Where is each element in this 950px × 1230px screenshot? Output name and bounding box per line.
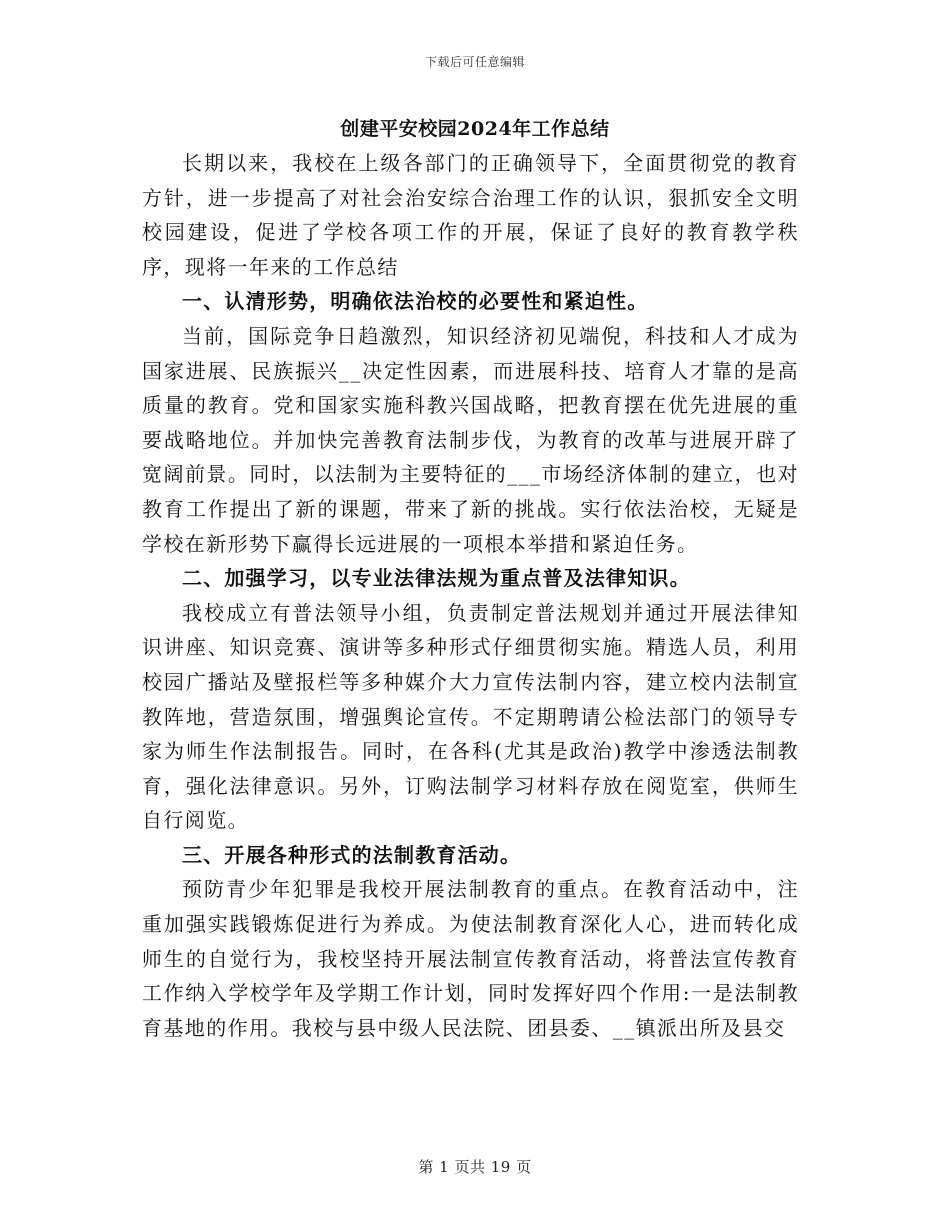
document-title: 创建平安校园2024年工作总结 bbox=[340, 118, 610, 140]
section-2-heading: 二、加强学习，以专业法律法规为重点普及法律知识。 bbox=[182, 566, 691, 591]
document-body bbox=[142, 146, 799, 1045]
section-1-heading: 一、认清形势，明确依法治校的必要性和紧迫性。 bbox=[182, 289, 649, 314]
header-note: 下载后可任意编辑 bbox=[424, 55, 525, 69]
section-2-paragraph: 我校成立有普法领导小组，负责制定普法规划并通过开展法律知识讲座、知识竞赛、演讲等多种形式仔细贯彻实施。精选人员，利用校园广播站及壁报栏等多种媒介大力宣传法制内容，建立校内法制宣教阵地，营造氛围，增强舆论宣传。不定期聘请公检法部门的领导专家为师生作法制报告。同时，在各科(尤其是政治)教学中渗透法制教育，强化法律意识。另外，订购法制学习材料存放在阅览室，供师生自行阅览。 bbox=[142, 600, 799, 833]
page-footer: 第 1 页共 19 页 bbox=[418, 1158, 532, 1176]
section-3-paragraph: 预防青少年犯罪是我校开展法制教育的重点。在教育活动中，注重加强实践锻炼促进行为养成。为使法制教育深化人心，进而转化成师生的自觉行为，我校坚持开展法制宣传教育活动，将普法宣传教育工作纳入学校学年及学期工作计划，同时发挥好四个作用:一是法制教育基地的作用。我校与县中级人民法院、团县委、__镇派出所及县交 bbox=[142, 877, 799, 1040]
intro-paragraph: 长期以来，我校在上级各部门的正确领导下，全面贯彻党的教育方针，进一步提高了对社会治安综合治理工作的认识，狠抓安全文明校园建设，促进了学校各项工作的开展，保证了良好的教育教学秩序，现将一年来的工作总结 bbox=[142, 151, 799, 279]
section-1-paragraph: 当前，国际竞争日趋激烈，知识经济初见端倪，科技和人才成为国家进展、民族振兴__决定性因素，而进展科技、培育人才靠的是高质量的教育。党和国家实施科教兴国战略，把教育摆在优先进展的重要战略地位。并加快完善教育法制步伐，为教育的改革与进展开辟了宽阔前景。同时，以法制为主要特征的___市场经济体制的建立，也对教育工作提出了新的课题，带来了新的挑战。实行依法治校，无疑是学校在新形势下赢得长远进展的一项根本举措和紧迫任务。 bbox=[142, 323, 799, 556]
section-3-heading: 三、开展各种形式的法制教育活动。 bbox=[182, 842, 522, 867]
